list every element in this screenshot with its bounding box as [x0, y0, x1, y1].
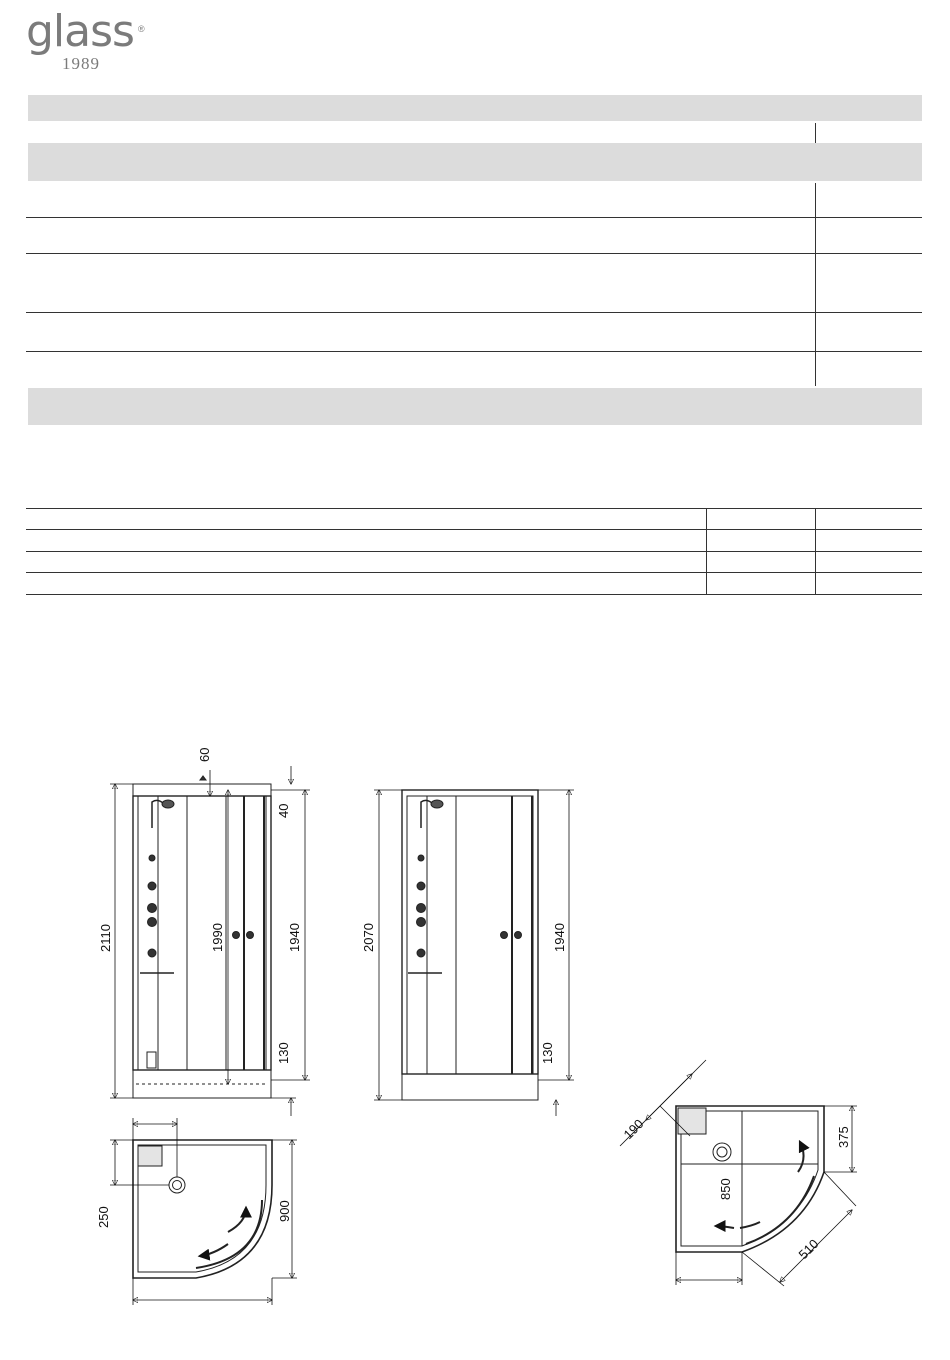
control-panel-a: [138, 1146, 162, 1166]
dim-diagonal-b: 510: [795, 1236, 822, 1263]
dim-door-height-a: 1940: [287, 923, 302, 952]
front-view-b: [402, 790, 538, 1100]
dim-base-height-a: 130: [276, 1042, 291, 1064]
dim-top-offset-a: 60: [197, 747, 212, 762]
dim-inner-height-a: 1990: [210, 923, 225, 952]
front-view-a: [133, 776, 271, 1098]
dim-total-height-a: 2110: [98, 924, 113, 952]
logo-year: 1989: [62, 54, 100, 73]
logo-wordmark: glass: [26, 6, 134, 57]
dim-drain-offset-a: 250: [96, 1206, 111, 1228]
dim-side-b: 375: [836, 1126, 851, 1148]
plan-view-b: [676, 1106, 824, 1252]
dim-inner-b: 850: [718, 1178, 733, 1200]
dim-depth-a: 900: [277, 1200, 292, 1222]
dim-door-height-b: 1940: [552, 923, 567, 952]
dim-total-height-b: 2070: [361, 923, 376, 952]
plan-view-a: [133, 1140, 272, 1278]
cabin-top-cap: [133, 784, 271, 796]
front-view-b-dimensions: [374, 790, 574, 1116]
dim-base-height-b: 130: [540, 1042, 555, 1064]
dim-corner-b: 190: [620, 1116, 647, 1143]
shower-tray-base-b: [402, 1074, 538, 1100]
dim-top-gap-a: 40: [276, 803, 291, 818]
logo-registered-mark: ®: [138, 24, 145, 34]
control-panel-b: [678, 1108, 706, 1134]
